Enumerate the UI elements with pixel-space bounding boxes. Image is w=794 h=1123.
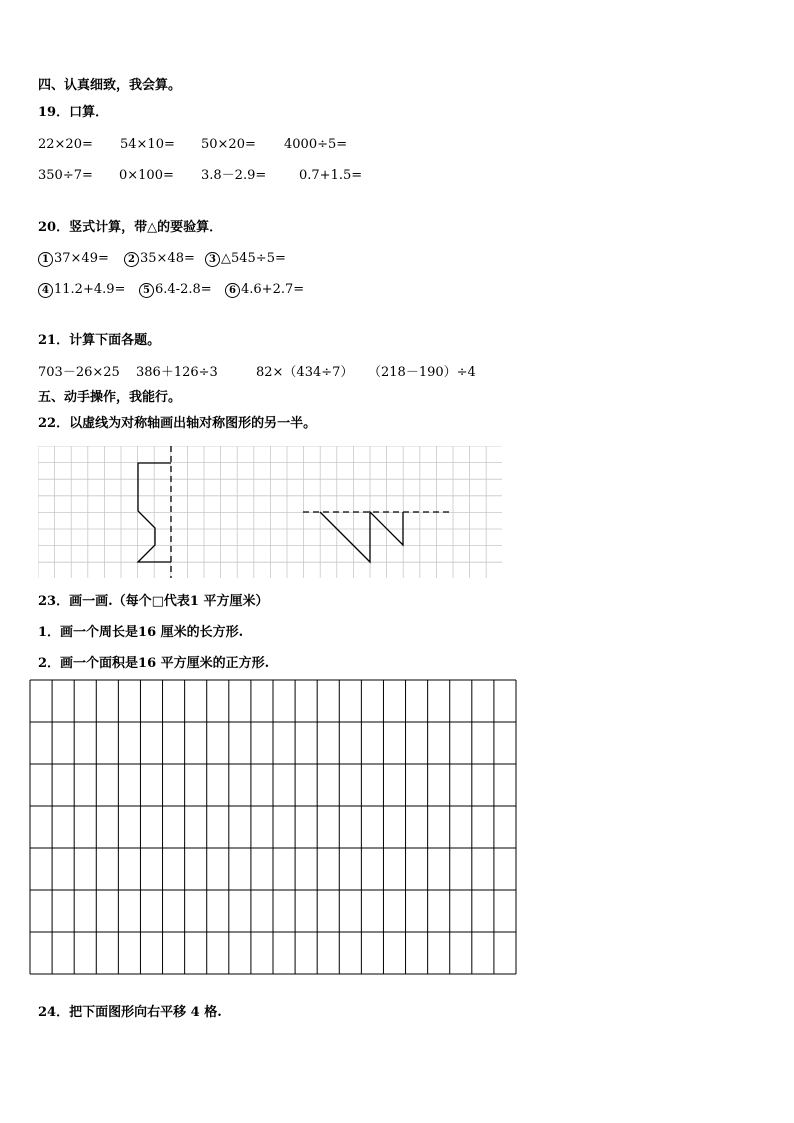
circled-number: 6 (225, 283, 240, 298)
circled-number: 2 (124, 252, 139, 267)
q21-item: （218－190）÷4 (368, 365, 476, 380)
q19-item: 4000÷5= (284, 137, 348, 152)
q24-title: 24．把下面图形向右平移 4 格. (38, 1005, 222, 1020)
q21-title: 21．计算下面各题。 (38, 333, 161, 348)
circled-number: 4 (38, 283, 53, 298)
q21-item: 386＋126÷3 (136, 365, 218, 380)
q20-row2 (38, 282, 304, 298)
symmetry-grid-figure (38, 446, 504, 580)
q19-item: 3.8－2.9= (201, 168, 267, 183)
q20-expr: △545÷5= (221, 251, 286, 266)
q23-line2: 2．画一个面积是16 平方厘米的正方形. (38, 656, 270, 671)
q23-title: 23．画一画.（每个□代表1 平方厘米） (38, 594, 269, 609)
section-five-heading: 五、动手操作，我能行。 (38, 390, 182, 405)
q20-item (139, 282, 225, 298)
q20-expr: 35×48= (140, 251, 195, 266)
q21-row (38, 365, 476, 381)
circled-number: 5 (139, 283, 154, 298)
q19-item: 22×20= (38, 137, 93, 152)
q20-row1 (38, 251, 286, 267)
q20-item (225, 282, 304, 298)
q19-item: 0×100= (119, 168, 174, 183)
q21-item: 82×（434÷7） (256, 365, 354, 380)
q20-item (205, 251, 286, 267)
q20-item (38, 282, 139, 298)
q23-line1: 1．画一个周长是16 厘米的长方形. (38, 625, 244, 640)
q20-expr: 6.4-2.8= (155, 282, 212, 297)
q19-item: 0.7+1.5= (299, 168, 363, 183)
q19-item: 50×20= (201, 137, 256, 152)
q20-item (124, 251, 205, 267)
q22-title: 22．以虚线为对称轴画出轴对称图形的另一半。 (38, 416, 317, 431)
q20-expr: 11.2+4.9= (54, 282, 126, 297)
q21-item: 703－26×25 (38, 365, 120, 380)
q20-expr: 37×49= (54, 251, 109, 266)
q19-item: 350÷7= (38, 168, 93, 183)
q20-title: 20．竖式计算，带△的要验算． (38, 220, 223, 235)
half-shape-right (320, 512, 403, 562)
q20-expr: 4.6+2.7= (241, 282, 305, 297)
circled-number: 1 (38, 252, 53, 267)
section-four-heading: 四、认真细致，我会算。 (38, 78, 182, 93)
q20-item (38, 251, 124, 267)
drawing-grid (29, 679, 518, 976)
q19-row1 (38, 137, 347, 153)
q19-title: 19．口算． (38, 105, 109, 120)
circled-number: 3 (205, 252, 220, 267)
q19-row2 (38, 168, 362, 184)
q19-item: 54×10= (120, 137, 175, 152)
